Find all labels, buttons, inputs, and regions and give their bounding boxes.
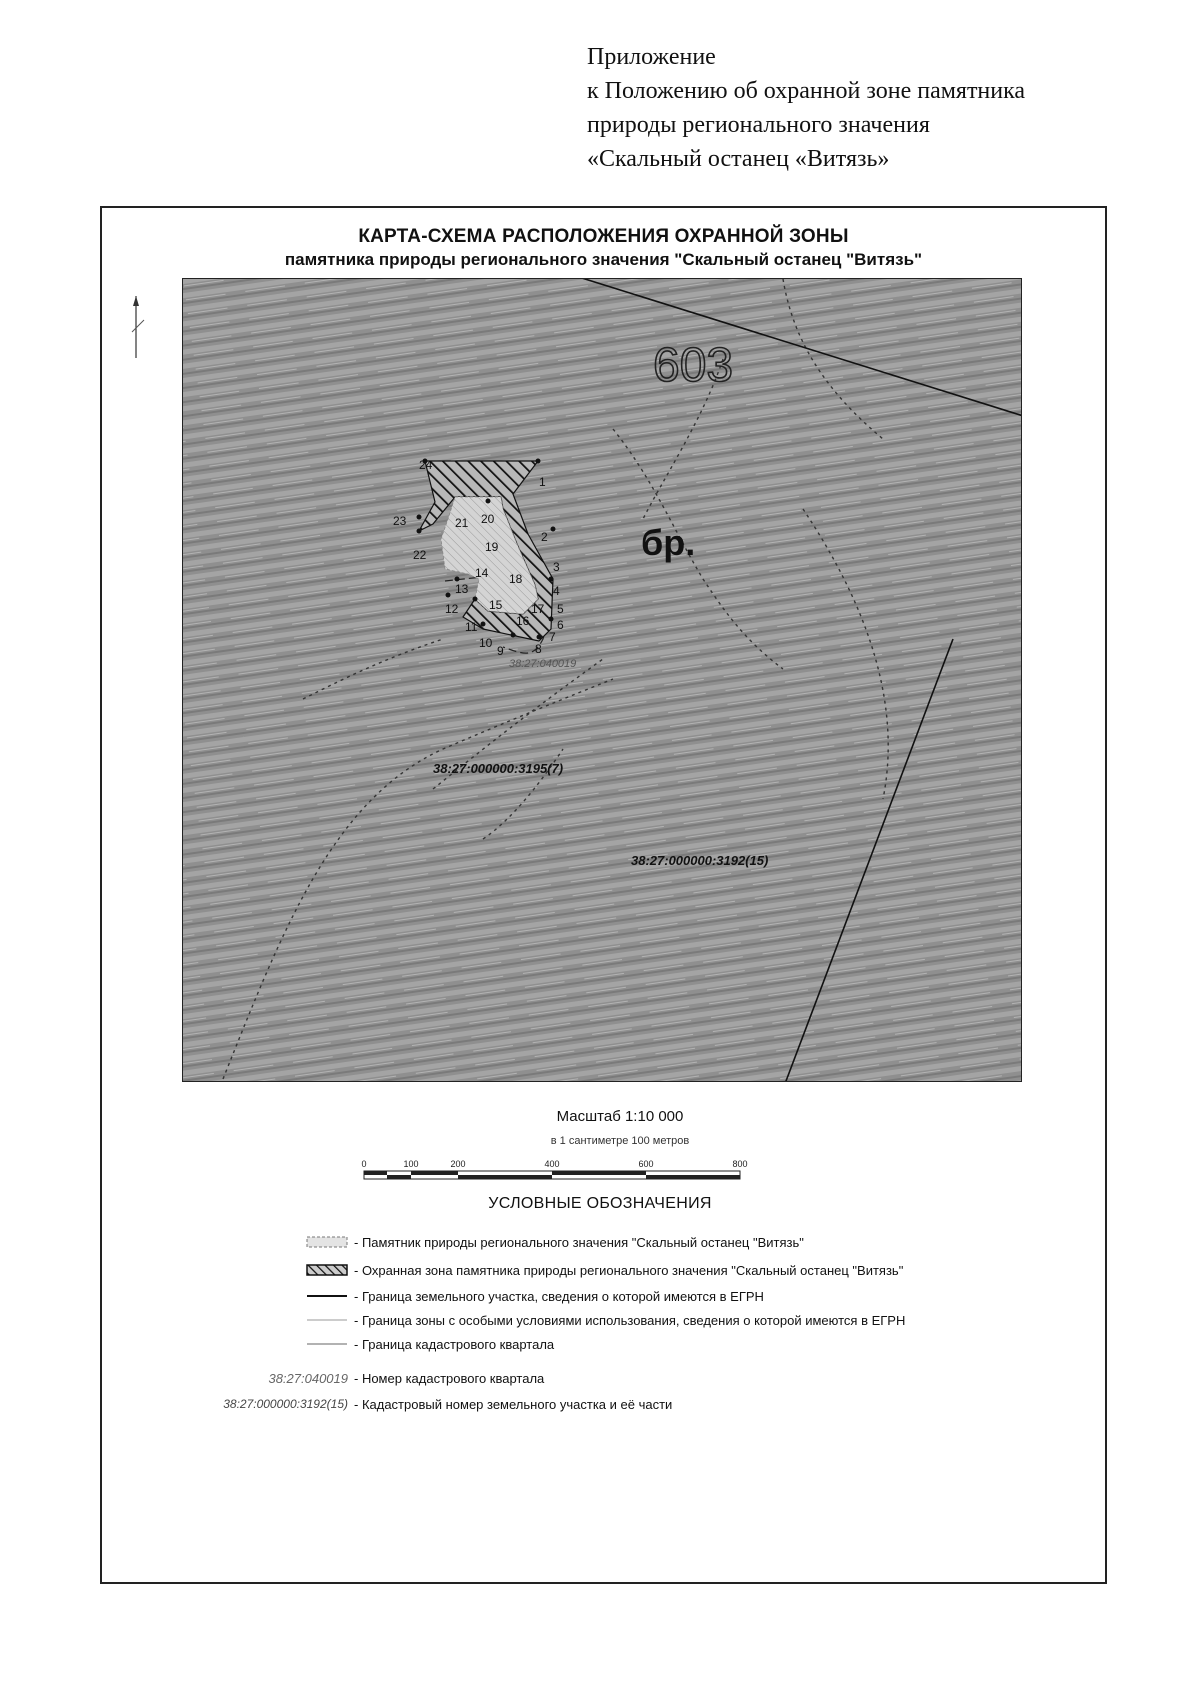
point-label-12: 12 bbox=[445, 602, 459, 616]
zone-symbol-icon bbox=[306, 1264, 348, 1276]
appendix-header bbox=[587, 40, 1187, 176]
appendix-line-4: «Скальный останец «Витязь» bbox=[587, 146, 890, 172]
scale-tick-600: 600 bbox=[638, 1159, 654, 1169]
legend-item-parcel-boundary bbox=[170, 1286, 764, 1306]
point-label-4: 4 bbox=[553, 584, 560, 598]
legend-text-parcel-number: - Кадастровый номер земельного участка и её части bbox=[354, 1396, 673, 1412]
map-area[interactable] bbox=[182, 278, 1022, 1082]
quarter-boundary-symbol-icon bbox=[306, 1338, 348, 1350]
legend-item-zone-boundary bbox=[170, 1310, 905, 1330]
legend-title: УСЛОВНЫЕ ОБОЗНАЧЕНИЯ bbox=[488, 1195, 712, 1212]
point-label-1: 1 bbox=[539, 475, 546, 489]
scale-tick-200: 200 bbox=[450, 1159, 466, 1169]
scale-bar bbox=[356, 1158, 806, 1188]
legend-code-parcel: 38:27:000000:3192(15) bbox=[223, 1397, 348, 1411]
point-label-21: 21 bbox=[455, 516, 469, 530]
point-label-10: 10 bbox=[479, 636, 493, 650]
point-label-23: 23 bbox=[393, 514, 407, 528]
point-label-24: 24 bbox=[419, 458, 433, 472]
point-label-3: 3 bbox=[553, 560, 560, 574]
quarter-label: 38:27:040019 bbox=[509, 658, 577, 670]
legend-text-zone-boundary: - Граница зоны с особыми условиями использования, сведения о которой имеются в ЕГРН bbox=[354, 1312, 906, 1328]
scale-title: Масштаб 1:10 000 bbox=[556, 1108, 684, 1125]
legend-item-quarter-boundary bbox=[170, 1334, 554, 1354]
legend-text-zone: - Охранная зона памятника природы регионального значения "Скальный останец "Витязь" bbox=[354, 1262, 904, 1278]
map-svg[interactable] bbox=[183, 279, 1022, 1082]
legend-item-monument bbox=[170, 1232, 804, 1252]
point-label-2: 2 bbox=[541, 530, 548, 544]
elevation-label: 603 bbox=[653, 339, 734, 392]
map-subtitle: памятника природы регионального значения "Скальный останец "Витязь" bbox=[284, 250, 923, 269]
point-label-17: 17 bbox=[531, 602, 545, 616]
scale-tick-0: 0 bbox=[361, 1159, 367, 1169]
appendix-line-3: природы регионального значения bbox=[587, 112, 930, 138]
point-label-15: 15 bbox=[489, 598, 503, 612]
point-label-16: 16 bbox=[516, 614, 530, 628]
map-title: КАРТА-СХЕМА РАСПОЛОЖЕНИЯ ОХРАННОЙ ЗОНЫ bbox=[358, 226, 849, 247]
point-label-7: 7 bbox=[549, 630, 556, 644]
point-label-22: 22 bbox=[413, 548, 427, 562]
legend-text-monument: - Памятник природы регионального значения "Скальный останец "Витязь" bbox=[354, 1234, 804, 1250]
point-label-13: 13 bbox=[455, 582, 469, 596]
place-label: бр. bbox=[641, 522, 696, 563]
point-label-19: 19 bbox=[485, 540, 499, 554]
zone-boundary-symbol-icon bbox=[306, 1314, 348, 1326]
scale-subtitle: в 1 сантиметре 100 метров bbox=[550, 1135, 690, 1147]
scale-tick-400: 400 bbox=[544, 1159, 560, 1169]
legend-text-quarter-number: - Номер кадастрового квартала bbox=[354, 1370, 545, 1386]
point-label-18: 18 bbox=[509, 572, 523, 586]
terrain-background bbox=[183, 279, 1022, 1082]
appendix-line-1: Приложение bbox=[587, 44, 716, 70]
legend-item-zone bbox=[170, 1260, 903, 1280]
parcel-label-1: 38:27:000000:3195(7) bbox=[433, 761, 564, 776]
legend-text-parcel-boundary: - Граница земельного участка, сведения о которой имеются в ЕГРН bbox=[354, 1288, 764, 1304]
parcel-boundary-symbol-icon bbox=[306, 1290, 348, 1302]
parcel-label-2: 38:27:000000:3192(15) bbox=[631, 853, 769, 868]
scale-tick-100: 100 bbox=[403, 1159, 419, 1169]
legend-item-parcel-number bbox=[170, 1394, 672, 1414]
legend-code-quarter: 38:27:040019 bbox=[268, 1370, 348, 1386]
north-arrow-icon bbox=[130, 292, 152, 362]
point-label-9: 9 bbox=[497, 644, 504, 658]
point-label-20: 20 bbox=[481, 512, 495, 526]
point-label-14: 14 bbox=[475, 566, 489, 580]
point-label-8: 8 bbox=[535, 642, 542, 656]
legend-text-quarter-boundary: - Граница кадастрового квартала bbox=[354, 1336, 555, 1352]
point-label-11: 11 bbox=[465, 620, 478, 634]
point-label-6: 6 bbox=[557, 618, 564, 632]
scale-tick-800: 800 bbox=[732, 1159, 748, 1169]
monument-symbol-icon bbox=[306, 1236, 348, 1248]
point-label-5: 5 bbox=[557, 602, 564, 616]
appendix-line-2: к Положению об охранной зоне памятника bbox=[587, 78, 1026, 104]
legend-item-quarter-number bbox=[170, 1368, 544, 1388]
